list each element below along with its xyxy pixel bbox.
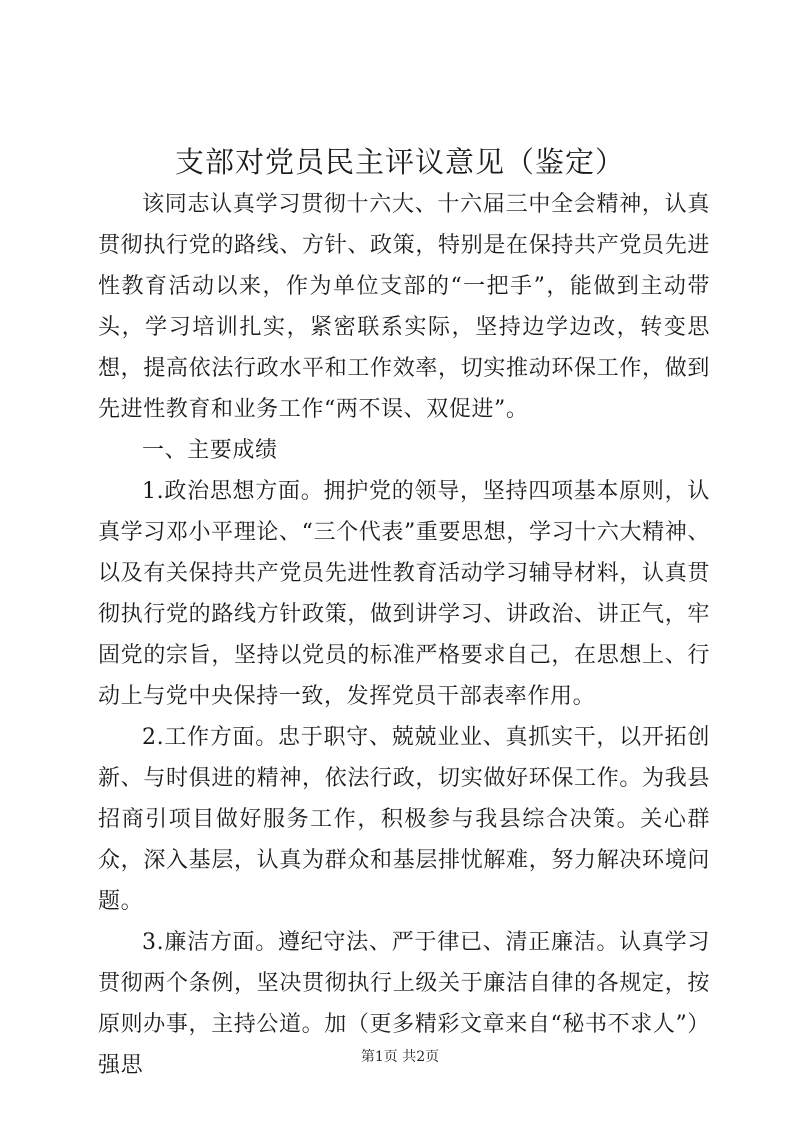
page-footer: 第1页 共2页 (360, 1049, 440, 1065)
paragraph-intro: 该同志认真学习贯彻十六大、十六届三中全会精神，认真贯彻执行党的路线、方针、政策，特别是在保持共产党员先进性教育活动以来，作为单位支部的“一把手”，能做到主动带头，学习培训扎实，紧密联系实际，坚持边学边改，转变思想，提高依法行政水平和工作效率，切实推动环保工作，做到先进性教育和业务工作“两不误、双促进”。 (98, 192, 710, 422)
section-heading-achievements: 一、主要成绩 (142, 438, 278, 463)
paragraph-integrity: 3.廉洁方面。遵纪守法、严于律已、清正廉洁。认真学习贯彻两个条例，坚决贯彻执行上级关于廉洁自律的各规定，按原则办事，主持公道。加（更多精彩文章来自“秘书不求人”）强思 (98, 930, 710, 1078)
paragraph-political-thought: 1.政治思想方面。拥护党的领导，坚持四项基本原则，认真学习邓小平理论、“三个代表”重要思想，学习十六大精神、以及有关保持共产党员先进性教育活动学习辅导材料，认真贯彻执行党的路线方针政策，做到讲学习、讲政治、讲正气，牢固党的宗旨，坚持以党员的标准严格要求自己，在思想上、行动上与党中央保持一致，发挥党员干部表率作用。 (98, 479, 710, 709)
document-body (98, 184, 710, 1086)
document-title: 支部对党员民主评议意见（鉴定） (174, 145, 625, 179)
paragraph-work: 2.工作方面。忠于职守、兢兢业业、真抓实干，以开拓创新、与时俱进的精神，依法行政，切实做好环保工作。为我县招商引项目做好服务工作，积极参与我县综合决策。关心群众，深入基层，认真为群众和基层排忧解难，努力解决环境问题。 (98, 725, 710, 914)
